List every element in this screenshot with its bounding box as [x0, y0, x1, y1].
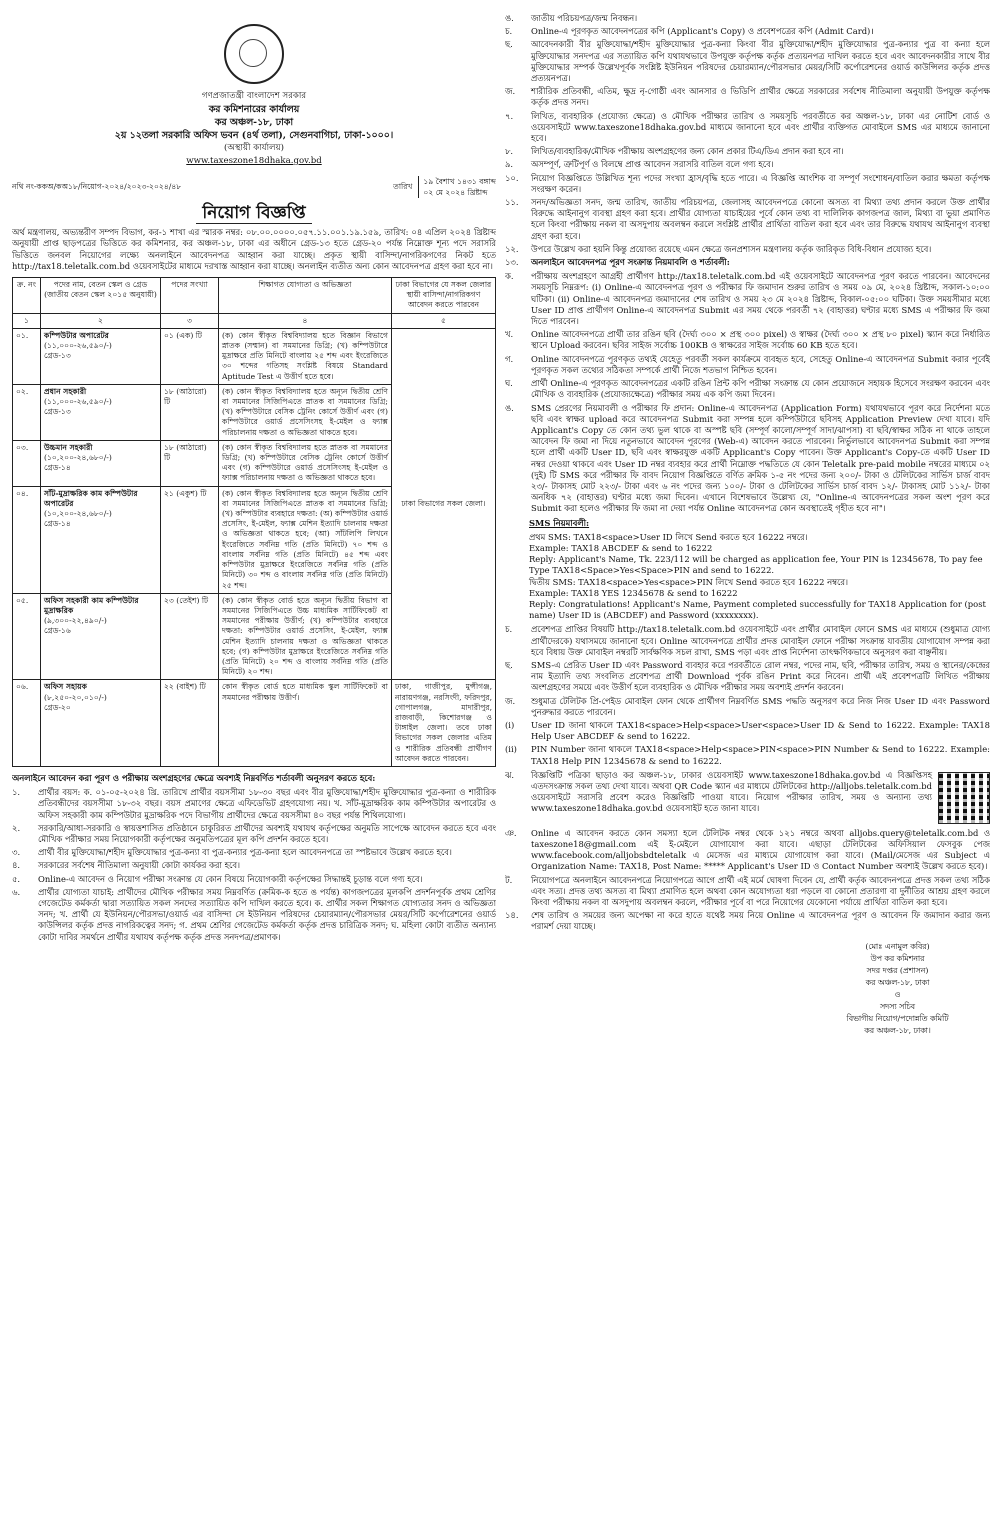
list-item	[505, 720, 990, 742]
cell-district-all	[392, 328, 496, 680]
cell-qualification: কোন স্বীকৃত বোর্ড হতে মাধ্যমিক স্কুল সার্টিফিকেট বা সমমানের পরীক্ষায় উত্তীর্ণ।	[219, 680, 392, 767]
cell-qualification: (ক) কোন স্বীকৃত বিশ্ববিদ্যালয় হতে স্নাতক বা সমমানের ডিগ্রি; (খ) কম্পিউটারে বেসিক ট্রেনিং কোর্সে উত্তীর্ণ এবং (গ) কম্পিউটারে ওয়ার্ড প্রসেসিংসহ ই-মেইল ও ফ্যাক্স পরিচালনায় দক্ষতা ও অভিজ্ঞতা থাকতে হবে।	[219, 440, 392, 486]
post-scale: (১১,০০০-২৬,৫৯০/-)	[44, 341, 112, 351]
cell-qualification: (ক) কোন স্বীকৃত বোর্ড হতে অন্যূন দ্বিতীয় বিভাগ বা সমমানের সিজিপিএতে উচ্চ মাধ্যমিক সার্টিফিকেট বা সমমানের পরীক্ষায় উত্তীর্ণ; (খ) কম্পিউটার ব্যবহারে দক্ষতা: কম্পিউটার ওয়ার্ড প্রসেসিং, ই-মেইল, ফ্যাক্স মেশিন ইত্যাদি চালনায় দক্ষতা ও অভিজ্ঞতা থাকতে হবে; (গ) কম্পিউটার মুদ্রাক্ষরে ইংরেজিতে সর্বনিম্ন গতি (প্রতি মিনিটে) ২০ শব্দ ও বাংলায় সর্বনিম্ন গতি (প্রতি মিনিটে) ২০ শব্দ।	[219, 593, 392, 680]
list-item	[505, 624, 990, 658]
post-name: প্রধান সহকারী	[44, 386, 87, 396]
item-number: ঙ.	[505, 13, 514, 23]
signer-line: সদর দপ্তর (প্রশাসন)	[866, 965, 929, 975]
post-grade: গ্রেড-১৪	[44, 519, 71, 529]
cell-count: ২২ (বাইশ) টি	[161, 680, 219, 767]
table-row	[13, 680, 496, 767]
item-text: আবেদনকারী বীর মুক্তিযোদ্ধা/শহীদ মুক্তিযোদ্ধার পুত্র-কন্যা কিংবা বীর মুক্তিযোদ্ধা/শহীদ মুক্তিযোদ্ধার পুত্র-কন্যার পুত্র বা কন্যা হলে মুক্তিযোদ্ধার সনদপত্র এর সত্যায়িত কপি যথাযথভাবে উপযুক্ত কর্তৃপক্ষ কর্তৃক প্রত্যয়নপত্র দাখিল করতে হবে এবং আবেদনকারীর সাথে বীর মুক্তিযোদ্ধার সম্পর্ক উল্লেখপূর্বক সংশ্লিষ্ট ইউনিয়ন পরিষদের চেয়ারম্যান/পৌরসভার মেয়র/সিটি কর্পোরেশনের ওয়ার্ড কাউন্সিলর কর্তৃক প্রদত্ত প্রত্যয়নপত্র।	[531, 39, 990, 84]
post-name: সাঁট-মুদ্রাক্ষরিক কাম কম্পিউটার অপারেটর	[44, 488, 138, 508]
cell-post	[41, 328, 161, 384]
item-number: ১৩.	[505, 257, 519, 268]
idx-5: ৫	[392, 313, 496, 328]
cell-serial: ০১.	[13, 328, 41, 384]
table-row	[13, 328, 496, 384]
signer-line: কর অঞ্চল-১৮, ঢাকা	[865, 977, 930, 987]
post-grade: গ্রেড-১৬	[44, 626, 71, 636]
item-number: ঘ.	[505, 378, 513, 389]
sms-heading: SMS নিয়মাবলী:	[529, 517, 590, 528]
list-item	[505, 39, 990, 84]
item-text: অসম্পূর্ণ, ত্রুটিপূর্ণ ও বিলম্বে প্রাপ্ত আবেদন সরাসরি বাতিল বলে গণ্য হবে।	[531, 159, 774, 170]
item-text: সরকারি/আধা-সরকারি ও স্বায়ত্তশাসিত প্রতিষ্ঠানে চাকুরিরত প্রার্থীদের অবশ্যই যথাযথ কর্তৃপক্ষের অনুমতি সাপেক্ষে আবেদন করতে হবে এবং মৌখিক পরীক্ষার সময় নিয়োগকারী কর্তৃপক্ষের অনুমতিপত্রের মূল কপি প্রদর্শন করতে হবে।	[38, 822, 496, 844]
list-item	[505, 111, 990, 145]
list-item	[505, 696, 990, 718]
post-grade: গ্রেড-১৪	[44, 463, 71, 473]
item-number: জ.	[505, 695, 516, 706]
list-item	[12, 847, 496, 858]
list-item	[505, 354, 990, 376]
idx-2: ২	[41, 313, 161, 328]
notice-title	[12, 203, 496, 223]
cell-serial: ০২.	[13, 384, 41, 440]
signer-line: ও	[894, 989, 901, 999]
cell-serial: ০৪.	[13, 486, 41, 593]
admit-rules-list	[505, 624, 990, 766]
signature-block	[805, 941, 990, 1037]
post-name: অফিস সহায়ক	[44, 682, 87, 692]
cell-post	[41, 384, 161, 440]
date-label: তারিখ	[393, 182, 413, 192]
memo-row	[12, 176, 496, 198]
item-text: উপরে উল্লেখ করা হয়নি কিন্তু প্রয়োজ্য রয়েছে এমন ক্ষেত্রে জনপ্রশাসন মন্ত্রণালয় কর্তৃক জারিকৃত বিধি-বিধান প্রযোজ্য হবে।	[531, 243, 932, 254]
list-item	[505, 197, 990, 242]
government-seal-icon	[224, 24, 284, 84]
cell-count: ১৮ (আঠারো) টি	[161, 440, 219, 486]
list-item	[12, 874, 496, 885]
cell-post	[41, 440, 161, 486]
office-header	[12, 90, 496, 168]
right-column	[505, 10, 990, 1526]
list-item	[505, 159, 990, 170]
item-number: ঞ.	[505, 827, 517, 838]
post-scale: (১০,২০০-২৪,৬৮০/-)	[44, 509, 112, 519]
list-item	[505, 26, 990, 37]
item-number: চ.	[505, 624, 513, 635]
cell-count: ১৮ (আঠারো) টি	[161, 384, 219, 440]
item-text: প্রার্থীর যোগ্যতা যাচাই: প্রার্থীদের মৌখিক পরীক্ষার সময় নিম্নবর্ণিত (ক্রমিক-ক হতে ঙ পর্যন্ত) কাগজপত্রের মূলকপি প্রদর্শনপূর্বক প্রথম শ্রেণির গেজেটেড কর্মকর্তা দ্বারা সত্যায়িত সকল সনদের সত্যায়িত কপি দাখিল করতে হবে। ক. প্রার্থীর সকল শিক্ষাগত যোগ্যতার সনদ ও অভিজ্ঞতা সনদ; খ. প্রার্থী যে ইউনিয়ন/পৌরসভা/ওয়ার্ড এর বাসিন্দা সে ইউনিয়ন পরিষদের চেয়ারম্যান/পৌরসভার মেয়র/সিটি কর্পোরেশনের ওয়ার্ড কাউন্সিলর কর্তৃক প্রদত্ত নাগরিকত্বের সনদ; গ. প্রথম শ্রেণির গেজেটেড কর্মকর্তা কর্তৃক প্রদত্ত চারিত্রিক সনদ; ঘ. মহিলা কোটা ব্যতীত অন্যান্য কোটা দাবির সমর্থনে প্রার্থীর যথাযথ কর্তৃপক্ষ কর্তৃক প্রদত্ত সনদপত্র/প্রমাণক।	[38, 886, 496, 942]
idx-4: ৪	[219, 313, 392, 328]
item-number: জ.	[505, 86, 516, 97]
title-text: নিয়োগ বিজ্ঞপ্তি	[196, 203, 311, 224]
item-number: ক.	[505, 271, 514, 282]
item-text: শুধুমাত্র টেলিটক প্রি-পেইড মোবাইল ফোন থেকে প্রার্থীগণ নিম্নবর্ণিত SMS পদ্ধতি অনুসরণ করে নিজ নিজ User ID এবং Password পুনরুদ্ধার করতে পারবেন।	[531, 695, 990, 717]
item-number: (i)	[505, 719, 515, 730]
list-item	[505, 271, 990, 327]
item-text: Online এ আবেদন করতে কোন সমস্যা হলে টেলিটক নম্বর থেকে ১২১ নম্বরে অথবা alljobs.query@teletalk.com.bd ও taxeszone18@gmail.com এই ই-মেইলে যোগাযোগ করা যাবে। এছাড়া টেলিটকের অফিসিয়াল ফেসবুক পেজ www.facebook.com/alljobsbdteletalk এ মেসেজ এর মাধ্যমে যোগাযোগ করা যাবে। (Mail/মেসেজ এর Subject এ Organization Name: TAX18, Post Name: ***** Applicant's User ID ও Contact Number অবশ্যই উল্লেখ করতে হবে)।	[531, 827, 990, 872]
list-item	[12, 787, 496, 821]
item-text: সরকারের সর্বশেষ নীতিমালা অনুযায়ী কোটা কার্যকর করা হবে।	[38, 860, 241, 871]
item-text: শেষ তারিখ ও সময়ের জন্য অপেক্ষা না করে হাতে যথেষ্ট সময় নিয়ে Online এ আবেদনপত্র পূরণ ও আবেদন ফি জমাদান করার জন্য পরামর্শ দেয়া যাচ্ছে।	[531, 910, 990, 932]
item-text: প্রার্থী বীর মুক্তিযোদ্ধা/শহীদ মুক্তিযোদ্ধার পুত্র-কন্যা বা পুত্র-কন্যার পুত্র-কন্যা হলে আবেদনপত্রে তা স্পষ্টভাবে উল্লেখ করতে হবে।	[38, 847, 452, 858]
list-item	[505, 146, 990, 157]
signer-line: উপ কর কমিশনার	[870, 953, 925, 963]
item-number: ১.	[12, 787, 21, 798]
list-item	[505, 173, 990, 195]
district-all-text: ঢাকা বিভাগের সকল জেলা।	[401, 498, 486, 508]
item-number: (ii)	[505, 744, 517, 755]
list-item	[505, 329, 990, 351]
th-post: পদের নাম, বেতন স্কেল ও গ্রেড (জাতীয় বেতন স্কেল ২০১৫ অনুযায়ী)	[41, 278, 161, 314]
cell-qualification: (ক) কোন স্বীকৃত বিশ্ববিদ্যালয় হতে বিজ্ঞান বিভাগে স্নাতক (সম্মান) বা সমমানের ডিগ্রি; (খ) কম্পিউটারে মুদ্রাক্ষরে প্রতি মিনিটে বাংলায় ২৫ শব্দ এবং ইংরেজিতে ৩০ শব্দের গতিসহ সংশ্লিষ্ট বিষয়ে Standard Aptitude Test এ উত্তীর্ণ হতে হবে।	[219, 328, 392, 384]
cell-serial: ০৫.	[13, 593, 41, 680]
item-number: ১২.	[505, 243, 519, 254]
header-website: www.taxeszone18dhaka.gov.bd	[186, 156, 322, 166]
item-number: ৯.	[505, 159, 514, 170]
signer-name: (মোঃ এনামুল কবির)	[865, 941, 930, 951]
item-text: প্রার্থীর বয়স: ক. ০১-০৫-২০২৪ খ্রি. তারিখে প্রার্থীর বয়সসীমা ১৮-৩০ বছর এবং বীর মুক্তিযোদ্ধা/শহীদ মুক্তিযোদ্ধার পুত্র-কন্যা ও শারীরিক প্রতিবন্ধীদের বয়সসীমা ১৮-৩২ বছর। বয়স প্রমাণের ক্ষেত্রে এফিডেভিট গ্রহণযোগ্য নয়। খ. সাঁট-মুদ্রাক্ষরিক কাম কম্পিউটার অপারেটর ও অফিস সহকারী কাম কম্পিউটার মুদ্রাক্ষরিক পদে বিভাগীয় প্রার্থীদের ক্ষেত্রে বয়সসীমা ৪০ বছর পর্যন্ত শিথিলযোগ্য।	[38, 787, 496, 820]
item-number: ৭.	[505, 110, 514, 121]
list-item	[505, 378, 990, 400]
item-text: জাতীয় পরিচয়পত্র/জন্ম নিবন্ধন।	[531, 13, 638, 23]
post-scale: (১০,২০০-২৪,৬৮০/-)	[44, 453, 112, 463]
th-count: পদের সংখ্যা	[161, 278, 219, 314]
list-item	[12, 860, 496, 871]
th-qualification: শিক্ষাগত যোগ্যতা ও অভিজ্ঞতা	[219, 278, 392, 314]
list-item	[505, 244, 990, 255]
date-english: ০২ মে ২০২৪ খ্রিষ্টাব্দ	[423, 188, 488, 197]
item-text: বিজ্ঞপ্তিটি পত্রিকা ছাড়াও কর অঞ্চল-১৮, ঢাকার ওয়েবসাইট www.taxeszone18dhaka.gov.bd এ বিজ্ঞপ্তিসহ এতদসংক্রান্ত সকল তথ্য দেখা যাবে। অথবা QR Code স্ক্যান এর মাধ্যমে টেলিটকের http://alljobs.teletalk.com.bd ওয়েবসাইটে সরাসরি প্রবেশ করেও বিজ্ঞপ্তিটি পাওয়া যাবে। নিয়োগ পরীক্ষার তারিখ, সময় ও অন্যান্য তথ্য www.taxeszone18dhaka.gov.bd ওয়েবসাইট হতে জানা যাবে।	[531, 769, 932, 814]
item-text: পরীক্ষায় অংশগ্রহণে আগ্রহী প্রার্থীগণ http://tax18.teletalk.com.bd এই ওয়েবসাইটে আবেদনপত্র পূরণ করতে পারবেন। আবেদনের সময়সূচি নিম্নরূপ: (i) Online-এ আবেদনপত্র পূরণ ও পরীক্ষার ফি জমাদান শুরুর তারিখ ও সময় ০৯ মে, ২০২৪ খ্রিষ্টাব্দ, সকাল-১০:০০ ঘটিকা। (ii) Online-এ আবেদনপত্র জমাদানের শেষ তারিখ ও সময় ২৩ মে ২০২৪ খ্রিষ্টাব্দ, বিকাল-০৫:০০ ঘটিকা। উক্ত সময়সীমার মধ্যে User ID প্রাপ্ত প্রার্থীগণ Online-এ আবেদনপত্র Submit এর সময় থেকে পরবর্তী ৭২ (বাহাত্তর) ঘণ্টার মধ্যে SMS এ পরীক্ষার ফি জমা দিতে পারবেন।	[531, 271, 990, 327]
item-number: গ.	[505, 353, 514, 364]
date-lines	[418, 176, 496, 198]
header-line-1: গণপ্রজাতন্ত্রী বাংলাদেশ সরকার	[201, 91, 307, 101]
item-number: ঙ.	[505, 402, 514, 413]
item-text: User ID জানা থাকলে TAX18<space>Help<space>User<space>User ID & Send to 16222. Example: TAX18 Help User ABCDEF & send to 16222.	[531, 719, 990, 742]
jobs-table	[12, 277, 496, 767]
header-line-4: ২য় ১২তলা সরকারি অফিস ভবন (৪র্থ তলা), সেগুনবাগিচা, ঢাকা-১০০০।	[114, 130, 394, 141]
list-item	[505, 744, 990, 766]
item-text: প্রবেশপত্র প্রাপ্তির বিষয়টি http://tax18.teletalk.com.bd ওয়েবসাইটে এবং প্রার্থীর মোবাইল ফোনে SMS এর মাধ্যমে (শুধুমাত্র যোগ্য প্রার্থীদেরকে) যথাসময়ে জানানো হবে। Online আবেদনপত্রে প্রার্থীর প্রদত্ত মোবাইল ফোনে পরীক্ষা সংক্রান্ত যাবতীয় যোগাযোগ সম্পন্ন করা হবে বিধায় উক্ত মোবাইল নম্বরটি সার্বক্ষণিক সচল রাখা, SMS পড়া এবং প্রাপ্ত নির্দেশনা তাৎক্ষণিকভাবে অনুসরণ করা বাঞ্ছনীয়।	[531, 624, 990, 657]
item-text-with-qr	[531, 770, 990, 826]
cell-qualification: (ক) কোন স্বীকৃত বিশ্ববিদ্যালয় হতে অন্যূন দ্বিতীয় শ্রেণি বা সমমানের সিজিপিএতে স্নাতক বা সমমানের ডিগ্রি; (খ) কম্পিউটার ব্যবহারে দক্ষতা: (অ) কম্পিউটার ওয়ার্ড প্রসেসিং, ই-মেইল, ফ্যাক্স মেশিন ইত্যাদি চালনায় দক্ষতা ও অভিজ্ঞতা থাকতে হবে; (আ) সাঁটলিপি লিখনে ইংরেজিতে সর্বনিম্ন গতি (প্রতি মিনিটে) ৭০ শব্দ ও বাংলায় সর্বনিম্ন গতি (প্রতি মিনিটে) ৪৫ শব্দ এবং কম্পিউটার মুদ্রাক্ষরে ইংরেজিতে সর্বনিম্ন গতি (প্রতি মিনিটে) ৩০ শব্দ ও বাংলায় সর্বনিম্ন গতি (প্রতি মিনিটে) ২৫ শব্দ।	[219, 486, 392, 593]
list-item	[505, 875, 990, 909]
cell-count: ০১ (এক) টি	[161, 328, 219, 384]
conditions-heading: অনলাইনে আবেদন করা পূরণ ও পরীক্ষায় অংশগ্রহণের ক্ষেত্রে অবশ্যই নিম্নবর্ণিত শর্তাবলী অনুসরণ করতে হবে:	[12, 772, 376, 783]
conditions-list	[12, 787, 496, 943]
idx-3: ৩	[161, 313, 219, 328]
item-number: খ.	[505, 329, 514, 340]
item-text: লিখিত, ব্যবহারিক (প্রযোজ্য ক্ষেত্রে) ও মৌখিক পরীক্ষার তারিখ ও সময়সূচি পরবর্তীতে কর অঞ্চল-১৮, ঢাকা এর নোটিশ বোর্ড ও ওয়েবসাইটে www.taxeszone18dhaka.gov.bd মাধ্যমে জানানো হবে এবং প্রার্থীর ব্যক্তিগত মোবাইলে SMS এর মাধ্যমে জানানো হবে।	[531, 110, 990, 144]
item-number: ১১.	[505, 197, 519, 208]
contact-rules-list	[505, 770, 990, 933]
post-grade: গ্রেড-১৩	[44, 351, 71, 361]
item-number: ২.	[12, 822, 21, 833]
memo-reference: নথি নং-ককঅ/কঅ১৮/নিয়োগ-২০২৪/২০২৩-২০২৪/৪৮	[12, 182, 182, 192]
sms-rules	[529, 518, 990, 622]
sms-line: Reply: Applicant's Name, Tk. 223/112 will be charged as application fee, Your PIN is 12345678, To pay fee Type TAX18<Space>Yes<Space>PIN and send to 16222.	[529, 554, 983, 576]
item-text: PIN Number জানা থাকলে TAX18<space>Help<space>PIN<space>PIN Number & Send to 16222. Example: TAX18 Help PIN 12345678 & send to 16222.	[531, 744, 990, 766]
cell-qualification: (ক) কোন স্বীকৃত বিশ্ববিদ্যালয় হতে অন্যূন দ্বিতীয় শ্রেণি বা সমমানের সিজিপিএতে স্নাতক বা সমমানের ডিগ্রি; (খ) কম্পিউটারে বেসিক ট্রেনিং কোর্সে উত্তীর্ণ এবং (গ) কম্পিউটারে ওয়ার্ড প্রসেসিংসহ ই-মেইল ও ফ্যাক্স পরিচালনায় দক্ষতা ও অভিজ্ঞতা থাকতে হবে।	[219, 384, 392, 440]
post-name: উচ্চমান সহকারী	[44, 442, 93, 452]
table-index-row	[13, 313, 496, 328]
cell-count: ২৩ (তেইশ) টি	[161, 593, 219, 680]
item-number: ছ.	[505, 39, 513, 50]
cell-post	[41, 593, 161, 680]
item-text: SMS প্রেরণের নিয়মাবলী ও পরীক্ষার ফি প্রদান: Online-এ আবেদনপত্র (Application Form) যথাযথভাবে পূরণ করে নির্দেশনা মতে ছবি এবং স্বাক্ষর upload করে আবেদনপত্র Submit করা সম্পন্ন হলে কম্পিউটারে ছবিসহ Application Preview দেখা যাবে। যদি Applicant's Copy তে কোন তথ্য ভুল থাকে বা অস্পষ্ট ছবি (সম্পূর্ণ কালো/সম্পূর্ণ সাদা/ঝাপসা) বা ছবি/স্বাক্ষর সঠিক না থাকে তাহলে আবেদন ফি জমা না দিয়ে নতুনভাবে আবেদন পূরণের (Web-এ) আবেদন করতে পারবেন। নির্ভুলভাবে আবেদনপত্র Submit করা সম্পন্ন হলে প্রার্থী একটি User ID, ছবি এবং স্বাক্ষরযুক্ত একটি Applicant's Copy পাবেন। উক্ত Applicant's Copy-তে একটি User ID নম্বর দেওয়া থাকবে এবং User ID নম্বর ব্যবহার করে প্রার্থী নিম্নোক্ত পদ্ধতিতে যে কোন Teletalk pre-paid mobile নম্বরের মাধ্যমে ০২ (দুই) টি SMS করে পরীক্ষার ফি বাবদ নিয়োগ বিজ্ঞপ্তিতে বর্ণিত ক্রমিক ১-৫ নং পদের জন্য ২০০/- টাকা ও টেলিটকের সার্ভিস চার্জ বাবদ ২৩/- টাকাসহ মোট ২২৩/- টাকা এবং ৬ নং পদের জন্য ১০০/- টাকা ও টেলিটকের সার্ভিস চার্জ বাবদ ১২/- টাকাসহ মোট ১১২/- টাকা অনধিক ৭২ (বাহাত্তর) ঘণ্টার মধ্যে জমা দিবেন। এখানে বিশেষভাবে উল্লেখ্য যে, "Online-এ আবেদনপত্রের সকল অংশ পূরণ করে Submit করা হলেও পরীক্ষার ফি জমা না দেয়া পর্যন্ত Online আবেদনপত্র কোন অবস্থাতেই গৃহীত হবে না"।	[531, 402, 990, 514]
intro-paragraph: অর্থ মন্ত্রণালয়, অভ্যন্তরীণ সম্পদ বিভাগ, কর-১ শাখা এর স্মারক নম্বর: ০৮.০০.০০০০.০৫৭.১১.০০১.১৯.১৫৯, তারিখ: ০৪ এপ্রিল ২০২৪ খ্রিষ্টাব্দ অনুযায়ী প্রাপ্ত ছাড়পত্রের ভিত্তিতে কর কমিশনার, কর অঞ্চল-১৮, ঢাকা এর অধীনে গ্রেড-১৩ হতে গ্রেড-২০ পর্যন্ত নিম্নোক্ত শূন্য পদে সরাসরি ভিত্তিতে জনবল নিয়োগের লক্ষ্যে অনলাইনে আবেদনপত্র আহ্বান করা যাচ্ছে। প্রকৃত স্থায়ী বাসিন্দা/নাগরিকগণের নিকট হতে http://tax18.teletalk.com.bd ওয়েবসাইটের মাধ্যমে দরখাস্ত আহ্বান করা যাচ্ছে। অনলাইন ব্যতীত অন্য কোন আবেদনপত্র গ্রহণ করা হবে না।	[12, 227, 496, 271]
cell-serial: ০৬.	[13, 680, 41, 767]
list-item	[12, 887, 496, 943]
post-scale: (৯,৩০০-২২,৪৯০/-)	[44, 616, 107, 626]
sms-line: Reply: Congratulations! Applicant's Name, Payment completed successfully for TAX18 Application for (post name) User ID is (ABCDEF) and Password (xxxxxxxx).	[529, 598, 986, 621]
header-line-2: কর কমিশনারের কার্যালয়	[208, 104, 300, 115]
item-text: Online আবেদনপত্রে পূরণকৃত তথ্যই যেহেতু পরবর্তী সকল কার্যক্রমে ব্যবহৃত হবে, সেহেতু Online-এ আবেদনপত্র Submit করার পূর্বেই পূরণকৃত সকল তথ্যের সঠিকতা সম্পর্কে প্রার্থী নিজে শতভাগ নিশ্চিত হবেন।	[531, 353, 990, 375]
header-line-3: কর অঞ্চল-১৮, ঢাকা	[214, 117, 294, 128]
list-item	[505, 403, 990, 515]
item-text: প্রার্থী Online-এ পূরণকৃত আবেদনপত্রের একটি রঙিন প্রিন্ট কপি পরীক্ষা সংক্রান্ত যে কোন প্রয়োজনে সহায়ক হিসেবে সংরক্ষণ করবেন এবং মৌখিক ও ব্যবহারিক (প্রযোজ্যক্ষেত্রে) পরীক্ষার সময় এক কপি জমা দিবেন।	[531, 378, 990, 400]
cell-serial: ০৩.	[13, 440, 41, 486]
list-item	[505, 770, 990, 826]
table-header-row	[13, 278, 496, 314]
post-name: অফিস সহকারী কাম কম্পিউটার মুদ্রাক্ষরিক	[44, 595, 139, 615]
qr-code-icon[interactable]	[938, 772, 990, 824]
cell-post	[41, 680, 161, 767]
item-number: ৪.	[12, 860, 21, 871]
item-text: Online-এ আবেদন ও নিয়োগ পরীক্ষা সংক্রান্ত যে কোন বিষয়ে নিয়োগকারী কর্তৃপক্ষের সিদ্ধান্তই চূড়ান্ত বলে গণ্য হবে।	[38, 873, 423, 884]
signer-line: সদস্য সচিব	[879, 1001, 916, 1011]
post-grade: গ্রেড-১৩	[44, 407, 71, 417]
item-text: Online-এ পূরণকৃত আবেদনপত্রের কপি (Applicant's Copy) ও প্রবেশপত্রের কপি (Admit Card)।	[531, 26, 874, 37]
item-number: ১০.	[505, 172, 519, 183]
item-number: ১৪.	[505, 910, 519, 921]
idx-1: ১	[13, 313, 41, 328]
th-district: ঢাকা বিভাগের যে সকল জেলার স্থায়ী বাসিন্দা/নাগরিকগণ আবেদন করতে পারবেন	[392, 278, 496, 314]
sms-line: Example: TAX18 ABCDEF & send to 16222	[529, 542, 713, 553]
item-text: নিয়োগ বিজ্ঞপ্তিতে উল্লিখিত শূন্য পদের সংখ্যা হ্রাস/বৃদ্ধি হতে পারে। এ বিজ্ঞপ্তি আংশিক বা সম্পূর্ণ সংশোধন/বাতিল করার ক্ষমতা কর্তৃপক্ষ সংরক্ষণ করেন।	[531, 172, 990, 194]
th-serial: ক্র. নং	[13, 278, 41, 314]
item-number: ৬.	[12, 886, 21, 897]
list-item	[505, 86, 990, 108]
post-scale: (১১,০০০-২৬,৫৯০/-)	[44, 397, 112, 407]
signer-line: বিভাগীয় নিয়োগ/পদোন্নতি কমিটি	[846, 1013, 949, 1023]
item-text: সনদ/অভিজ্ঞতা সনদ, জন্ম তারিখ, জাতীয় পরিচয়পত্র, জেলাসহ আবেদনপত্রে কোনো অসত্য বা মিথ্যা তথ্য প্রদান করলে উক্ত প্রার্থীর বিরুদ্ধে আইনানুগ ব্যবস্থা গ্রহণ করা হবে। প্রার্থীর যোগ্যতা যাচাইয়ের পূর্বে কোন তথ্য বা দালিলিক কাগজপত্র জাল, মিথ্যা বা ভুয়া প্রমাণিত হলে কিংবা পরীক্ষায় নকল বা অসদুপায় অবলম্বন করলে সংশ্লিষ্ট প্রার্থীর প্রার্থিতা বাতিল করা হবে এবং তার বিরুদ্ধে যথাযথ আইনানুগ ব্যবস্থা গ্রহণ করা হবে।	[531, 197, 990, 241]
item-text: নিয়োগপত্রে অনলাইনে আবেদনপত্রে নিয়োগপত্রে আগে প্রার্থী এই মর্মে ঘোষণা দিবেন যে, প্রার্থী কর্তৃক আবেদনপত্রে প্রদত্ত সকল তথ্য সঠিক এবং সত্য। প্রদত্ত তথ্য অসত্য বা মিথ্যা প্রমাণিত হলে অথবা কোন অযোগ্যতা ধরা পড়লে বা কোনো প্রতারণা বা দুর্নীতির আশ্রয় গ্রহণ করলে কিংবা পরীক্ষায় নকল বা অসদুপায় অবলম্বন করলে, পরীক্ষার পূর্বে বা পরে নিয়োগের যেকোনো পর্যায়ে প্রার্থিতা বাতিল করা হবে।	[531, 874, 990, 908]
item-number: ঝ.	[505, 769, 515, 780]
memo-date	[393, 176, 496, 198]
left-column	[12, 10, 496, 1526]
sms-line: দ্বিতীয় SMS: TAX18<space>Yes<space>PIN লিখে Send করতে হবে 16222 নম্বরে।	[529, 576, 848, 587]
item-text: SMS-এ প্রেরিত User ID এবং Password ব্যবহার করে পরবর্তীতে রোল নম্বর, পদের নাম, ছবি, পরীক্ষার তারিখ, সময় ও স্থানের/কেন্দ্রের নাম ইত্যাদি তথ্য সংবলিত প্রবেশপত্র প্রার্থী Download পূর্বক রঙিন Print করে নিবেন। প্রার্থী এই প্রবেশপত্রটি লিখিত পরীক্ষায় অংশগ্রহণের সময়ে এবং উত্তীর্ণ হলে ব্যবহারিক ও মৌখিক পরীক্ষার সময় অবশ্যই প্রদর্শন করবেন।	[531, 659, 990, 693]
item-number: ৩.	[12, 847, 21, 858]
item-text: অনলাইনে আবেদনপত্র পূরণ সংক্রান্ত নিয়মাবলি ও শর্তাবলী:	[531, 257, 730, 268]
sms-line: Example: TAX18 YES 12345678 & send to 16222	[529, 587, 738, 598]
cell-post	[41, 486, 161, 593]
item-text: Online আবেদনপত্রে প্রার্থী তার রঙিন ছবি (দৈর্ঘ্য ৩০০ × প্রস্থ ৩০০ pixel) ও স্বাক্ষর (দৈর্ঘ্য ৩০০ × প্রস্থ ৮০ pixel) স্ক্যান করে নির্ধারিত স্থানে Upload করবেন। ছবির সাইজ সর্বোচ্চ 100KB ও স্বাক্ষরের সাইজ সর্বোচ্চ 60 KB হতে হবে।	[531, 329, 990, 351]
list-item	[505, 660, 990, 694]
item-number: ৮.	[505, 146, 514, 157]
item-number: ট.	[505, 874, 513, 885]
sms-line: প্রথম SMS: TAX18<space>User ID লিখে Send করতে হবে 16222 নম্বরে।	[529, 531, 808, 542]
item-number: চ.	[505, 26, 513, 37]
item-text: শারীরিক প্রতিবন্ধী, এতিম, ক্ষুদ্র নৃ-গোষ্ঠী এবং আনসার ও ভিডিপি প্রার্থীর ক্ষেত্রে সরকারের সর্বশেষ নীতিমালা অনুযায়ী উপযুক্ত কর্তৃপক্ষ কর্তৃক প্রদত্ত সনদ।	[531, 86, 990, 108]
post-scale: (৮,২৫০-২০,০১০/-)	[44, 692, 107, 702]
cell-district-row6: ঢাকা, গাজীপুর, মুন্সীগঞ্জ, নারায়ণগঞ্জ, নরসিংদী, ফরিদপুর, গোপালগঞ্জ, মাদারীপুর, রাজবাড়ী, কিশোরগঞ্জ ও টাঙ্গাইল জেলা। তবে ঢাকা বিভাগের সকল জেলার এতিম ও শারীরিক প্রতিবন্ধী প্রার্থীগণ আবেদন করতে পারবেন।	[392, 680, 496, 767]
list-item	[12, 823, 496, 845]
cell-count: ২১ (একুশ) টি	[161, 486, 219, 593]
signer-line: কর অঞ্চল-১৮, ঢাকা।	[864, 1025, 931, 1035]
list-item	[505, 910, 990, 932]
right-top-list	[505, 13, 990, 268]
item-text: লিখিত/ব্যবহারিক/মৌখিক পরীক্ষায় অংশগ্রহণের জন্য কোন প্রকার টিএ/ডিএ প্রদান করা হবে না।	[531, 146, 844, 157]
item-number: ৫.	[12, 873, 21, 884]
list-item	[505, 13, 990, 24]
post-name: কম্পিউটার অপারেটর	[44, 330, 109, 340]
date-bangla: ১৯ বৈশাখ ১৪৩১ বঙ্গাব্দ	[423, 177, 496, 186]
online-rules-list	[505, 271, 990, 514]
header-line-5: (অস্থায়ী কার্যালয়)	[224, 143, 284, 153]
list-item	[505, 257, 990, 268]
item-number: ছ.	[505, 659, 513, 670]
post-grade: গ্রেড-২০	[44, 702, 71, 712]
list-item	[505, 828, 990, 873]
